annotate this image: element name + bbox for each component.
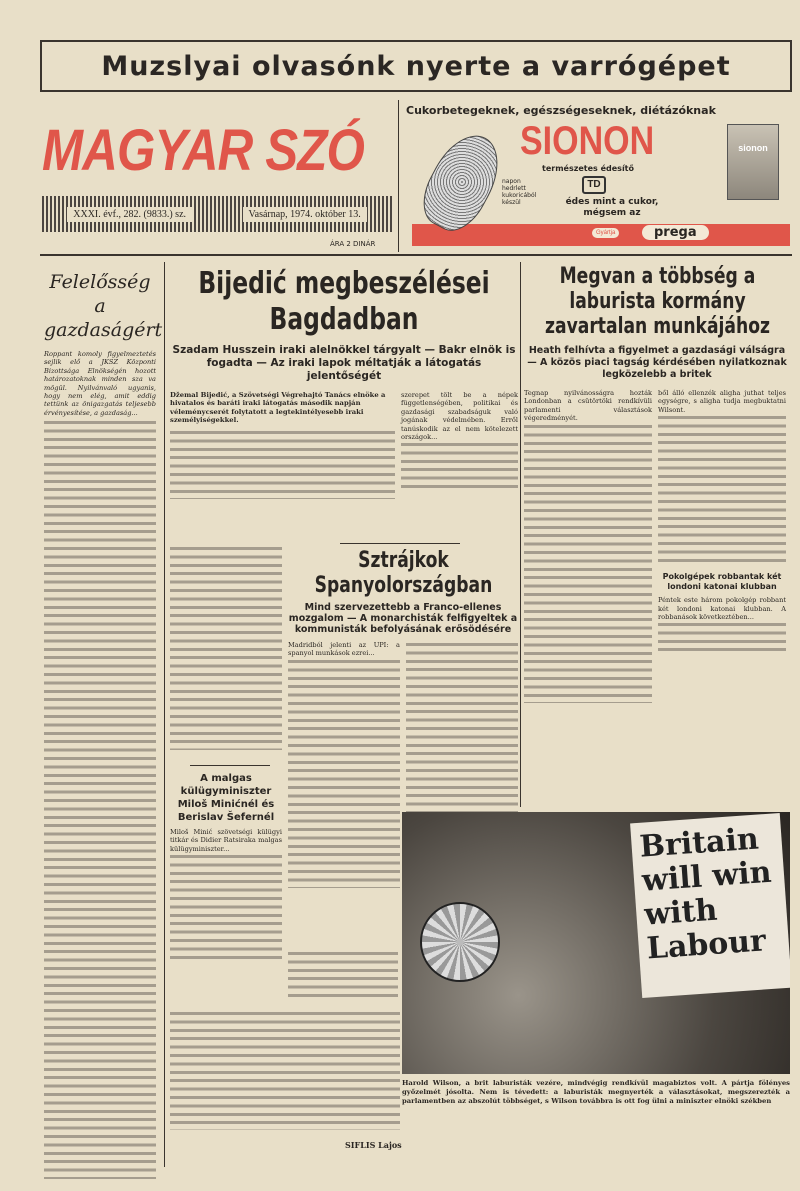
labour-text-2: ből álló ellenzék aligha juthat teljes egységre, s aligha tudja megbuktatni Wilsont. xyxy=(658,389,786,414)
ad-small-text: napon hedrlett kukoricából készül xyxy=(502,178,537,206)
editorial-body-text xyxy=(44,419,156,1179)
ad-logo: TD xyxy=(582,176,606,194)
campaign-sign: Britain will win with Labour xyxy=(630,813,790,998)
masthead-info-strip xyxy=(42,196,392,232)
bijedic-headline: Bijedić megbeszélései Bagdadban xyxy=(198,266,490,337)
ad-brand: SIONON xyxy=(520,119,655,163)
issue-volume: XXXI. évf., 282. (9833.) sz. xyxy=(67,207,192,222)
ad-slogan: édes mint a cukor, mégsem az xyxy=(565,197,659,218)
bijedic-article xyxy=(170,266,518,499)
top-banner-headline: Muzslyai olvasónk nyerte a varrógépet xyxy=(40,40,792,92)
labour-article xyxy=(524,264,790,703)
ad-subtitle: természetes édesítő xyxy=(542,164,634,173)
minic-text: Miloš Minić szövetségi külügyi titkár és Didier Ratsiraka malgas külügyminiszter... xyxy=(170,828,282,853)
minic-body-text xyxy=(170,853,282,963)
strikes-subhead: Mind szervezettebb a Franco-ellenes mozgalom — A monarchisták felfigyeltek a kommunisták befolyásának erősödésére xyxy=(288,602,518,635)
bijedic-subhead: Szadam Husszein iraki alelnökkel tárgyalt — Bakr elnök is fogadta — Az iraki lapok méltatják a látogatás jelentőségét xyxy=(172,344,516,382)
bijedic-body-text xyxy=(170,429,395,499)
photo-caption: Harold Wilson, a brit laburisták vezére, mindvégig rendkívül magabiztos volt. A pártja fölényes győzelmét jósolta. Nem is tévedett: a laburisták megnyerték a választásokat, megszerezték a parlamentben az abszolút többséget, s Wilson továbbra is ott fog ülni a miniszter elnöki székben xyxy=(402,1079,790,1105)
divider xyxy=(398,100,399,252)
divider xyxy=(520,262,521,807)
divider xyxy=(340,543,460,544)
bijedic-body-text xyxy=(401,441,518,491)
continued-body-text xyxy=(288,950,398,1000)
issue-date: Vasárnap, 1974. október 13. xyxy=(243,207,367,222)
masthead-logo: MAGYAR SZÓ xyxy=(42,118,364,183)
continued-body-text xyxy=(170,1010,400,1130)
bijedic-lead: Džemal Bijedić, a Szövetségi Végrehajtó Tanács elnöke a hivatalos és baráti iraki látogatás második napján véleménycserét folytatott a legtekintélyesebb iraki személyiségekkel. xyxy=(170,391,386,425)
sionon-advertisement xyxy=(402,102,792,250)
bijedic-body-text xyxy=(170,545,282,750)
bombs-body-text xyxy=(658,621,786,651)
labour-headline: Megvan a többség a laburista kormány zavartalan munkájához xyxy=(544,264,770,339)
bijedic-column-text: szerepet tölt be a népek függetlenségében, politikai és gazdasági szabadságuk való jogának védelmében. Erről tanúskodik az el nem kötelezett országok... xyxy=(401,391,518,442)
strikes-body-text xyxy=(288,658,400,888)
editorial-title: Felelősség a gazdaságért xyxy=(44,271,163,341)
ad-tagline: Cukorbetegeknek, egészségeseknek, diétázóknak xyxy=(406,104,716,117)
labour-text: Tegnap nyilvánosságra hozták Londonban a csütörtöki rendkívüli parlamenti választások végeredményét. xyxy=(524,389,652,423)
bombs-headline: Pokolgépek robbantak két londoni katonai klubban xyxy=(662,572,782,592)
rosette-image xyxy=(420,902,500,982)
divider xyxy=(190,765,270,766)
strikes-headline: Sztrájkok Spanyolországban xyxy=(314,548,493,598)
bombs-text: Péntek este három pokolgép robbant két londoni katonai klubban. A robbanások következtében... xyxy=(658,596,786,622)
issue-price: ÁRA 2 DINÁR xyxy=(330,240,376,248)
strikes-text: Madridból jelenti az UPI: a spanyol munkások ezrei... xyxy=(288,641,400,658)
editorial-text: Roppant komoly figyelmeztetés sejlik elő a JKSZ Központi Bizottsága Elnökségén hozott határozatoknak minden sza va mögül. Nyilvánvaló ugyanis, hogy nem elég, amit eddig tettünk az önigazgatás teljesebb érvényesítése, a gazdaság... xyxy=(44,350,156,417)
wilson-photo xyxy=(402,812,790,1074)
minic-article xyxy=(170,772,282,963)
labour-body-text xyxy=(658,414,786,564)
minic-headline: A malgas külügyminiszter Miloš Minićnél és Berislav Šefernél xyxy=(177,773,275,823)
product-box-image: sionon xyxy=(727,124,779,200)
ad-maker: Gyártja xyxy=(592,228,619,238)
byline: SIFLIS Lajos xyxy=(345,1140,402,1150)
ad-company: prega xyxy=(642,225,709,240)
labour-subhead: Heath felhívta a figyelmet a gazdasági válságra — A közös piaci tagság kérdésében nyilatkoznak legközelebb a britek xyxy=(527,345,787,380)
labour-body-text xyxy=(524,423,652,703)
divider xyxy=(40,254,792,256)
divider xyxy=(164,262,165,1167)
editorial-article xyxy=(44,270,163,1179)
corn-illustration xyxy=(412,124,512,240)
